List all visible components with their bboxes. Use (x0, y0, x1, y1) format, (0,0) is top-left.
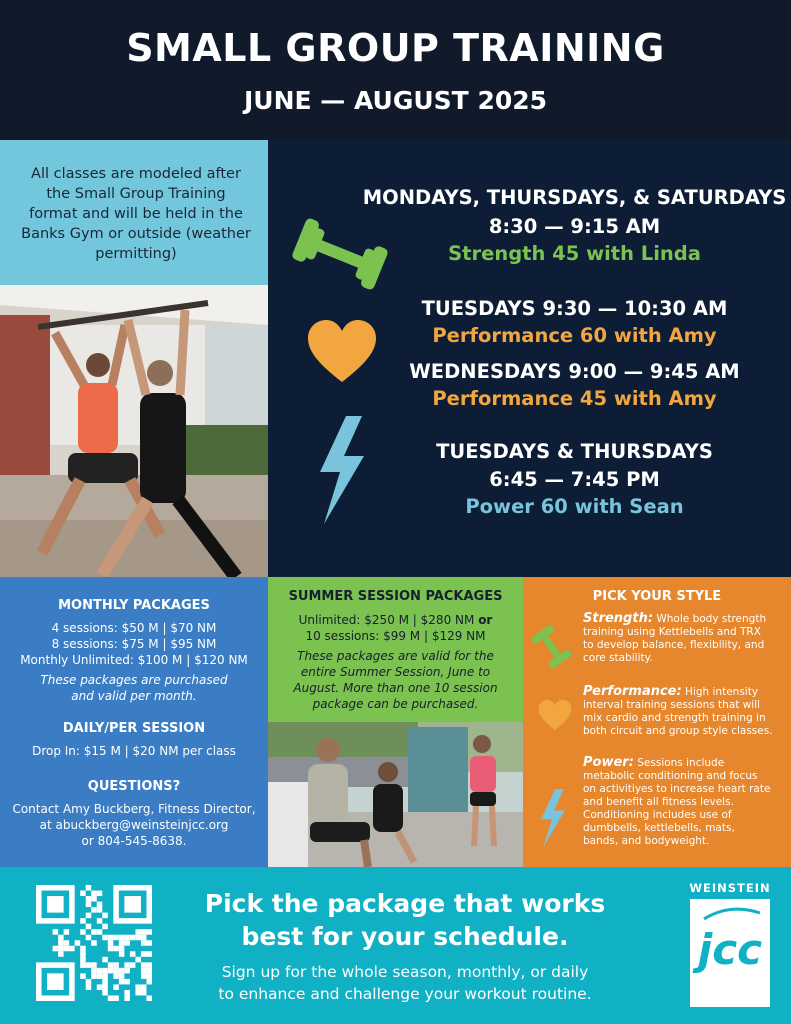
training-photo-group (268, 722, 523, 867)
style-title: PICK YOUR STYLE (592, 589, 722, 604)
summer-note: These packages are valid for the entire Summer Session, June to August. More than one 10 session package can be purchased. (293, 649, 498, 711)
performance-text: High intensity interval training sessions that will mix cardio and strength training in both circuit and group style classes. (583, 686, 773, 737)
monthly-note-2: and valid per month. (71, 689, 197, 703)
schedule-wednesdays: WEDNESDAYS 9:00 — 9:45 AM (409, 360, 740, 383)
strength-text: Whole body strength training using Kettlebells and TRX to develop balance, flexibility, and core stability. (583, 613, 767, 664)
footer (0, 867, 791, 1024)
lightning-icon (539, 789, 567, 851)
training-photo-lunges (0, 285, 268, 577)
monthly-note-1: These packages are purchased (40, 673, 228, 687)
strength-label: Strength: (583, 611, 654, 626)
footer-headline (175, 887, 635, 953)
schedule-days-mon-thu-sat: MONDAYS, THURSDAYS, & SATURDAYS (362, 186, 787, 209)
footer-sub-1: Sign up for the whole season, monthly, or daily (221, 963, 589, 981)
class-strength-45: Strength 45 with Linda (448, 242, 701, 265)
schedule-time-morning: 8:30 — 9:15 AM (488, 215, 661, 238)
performance-description (583, 685, 773, 738)
class-power-60: Power 60 with Sean (465, 495, 684, 518)
footer-sub-2: to enhance and challenge your workout routine. (218, 985, 592, 1003)
contact-email[interactable]: at abuckberg@weinsteinjcc.org (39, 818, 229, 832)
summer-title: SUMMER SESSION PACKAGES (288, 589, 503, 604)
monthly-4-sessions: 4 sessions: $50 M | $70 NM (51, 621, 217, 635)
dumbbell-icon (531, 621, 571, 677)
monthly-packages-panel (0, 577, 268, 867)
power-description (583, 756, 773, 848)
summer-unlimited (268, 612, 523, 628)
intro-panel (0, 140, 268, 285)
drop-in-price: Drop In: $15 M | $20 NM per class (32, 744, 236, 758)
monthly-8-sessions: 8 sessions: $75 M | $95 NM (51, 637, 217, 651)
heart-icon (537, 699, 573, 735)
daily-title: DAILY/PER SESSION (62, 721, 206, 736)
summer-or: or (478, 613, 493, 627)
schedule-panel (268, 140, 791, 577)
monthly-title: MONTHLY PACKAGES (58, 598, 210, 613)
class-performance-60: Performance 60 with Amy (432, 324, 717, 347)
logo-jcc: jcc (697, 925, 763, 974)
pick-your-style-panel (523, 577, 791, 867)
power-label: Power: (583, 755, 634, 770)
class-performance-45: Performance 45 with Amy (432, 387, 717, 410)
date-range: JUNE — AUGUST 2025 (243, 86, 548, 115)
footer-headline-1: Pick the package that works (204, 889, 606, 918)
page-title: SMALL GROUP TRAINING (126, 26, 665, 70)
contact-phone[interactable]: or 804-545-8638. (81, 834, 187, 848)
jcc-logo (690, 899, 770, 1007)
summer-packages-panel (268, 577, 523, 722)
contact-line-1: Contact Amy Buckberg, Fitness Director, (12, 802, 256, 816)
questions-title: QUESTIONS? (87, 779, 181, 794)
monthly-unlimited: Monthly Unlimited: $100 M | $120 NM (20, 653, 248, 667)
summer-unlimited-price: Unlimited: $250 M | $280 NM (298, 613, 475, 627)
schedule-time-evening: 6:45 — 7:45 PM (489, 468, 660, 491)
power-text: Sessions include metabolic conditioning and focus on activitiyes to increase heart rate and benefit all fitness levels. Conditioning includes use of dumbbells, kettlebells, mats, bands, and bodyweight. (583, 757, 771, 847)
performance-label: Performance: (583, 684, 682, 699)
strength-description (583, 612, 773, 665)
schedule-days-tue-thu: TUESDAYS & THURSDAYS (436, 440, 713, 463)
header (0, 0, 791, 140)
logo-wordmark: WEINSTEIN (689, 881, 771, 895)
summer-10-sessions: 10 sessions: $99 M | $129 NM (305, 629, 486, 643)
intro-text: All classes are modeled after the Small Group Training format and will be held in the Banks Gym or outside (weather permitting) (21, 166, 251, 262)
schedule-tuesdays: TUESDAYS 9:30 — 10:30 AM (421, 297, 728, 320)
qr-code[interactable] (36, 885, 152, 1001)
footer-headline-2: best for your schedule. (241, 922, 569, 951)
footer-subtext (175, 961, 635, 1005)
